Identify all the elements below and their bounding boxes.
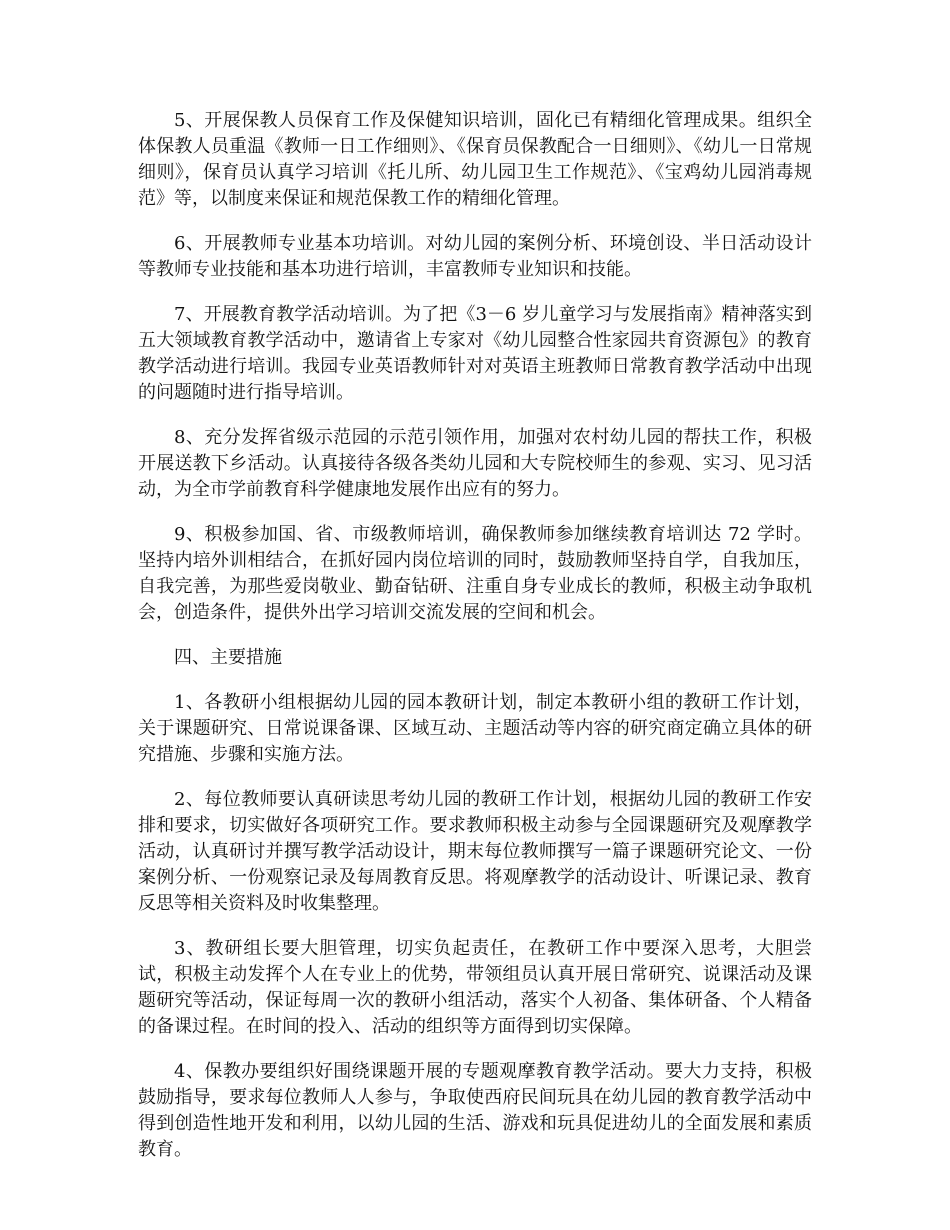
measure-item-1: 1、各教研小组根据幼儿园的园本教研计划，制定本教研小组的教研工作计划，关于课题研究、日常说课备课、区域互动、主题活动等内容的研究商定确立具体的研究措施、步骤和实施方法。 bbox=[138, 692, 812, 765]
section-heading: 四、主要措施 bbox=[174, 647, 282, 668]
measure-item-3: 3、教研组长要大胆管理，切实负起责任，在教研工作中要深入思考，大胆尝试，积极主动发挥个人在专业上的优势，带领组员认真开展日常研究、说课活动及课题研究等活动，保证每周一次的教研小组活动，落实个人初备、集体研备、个人精备的备课过程。在时间的投入、活动的组织等方面得到切实保障。 bbox=[138, 938, 812, 1037]
paragraph-item-9: 9、积极参加国、省、市级教师培训，确保教师参加继续教育培训达 72 学时。坚持内培外训相结合，在抓好园内岗位培训的同时，鼓励教师坚持自学，自我加压，自我完善，为那些爱岗敬业、勤奋钻研、注重自身专业成长的教师，积极主动争取机会，创造条件，提供外出学习培训交流发展的空间和机会。 bbox=[138, 524, 812, 623]
paragraph-item-5: 5、开展保教人员保育工作及保健知识培训，固化已有精细化管理成果。组织全体保教人员重温《教师一日工作细则》、《保育员保教配合一日细则》、《幼儿一日常规细则》，保育员认真学习培训《托儿所、幼儿园卫生工作规范》、《宝鸡幼儿园消毒规范》等，以制度来保证和规范保教工作的精细化管理。 bbox=[138, 110, 812, 209]
paragraph-item-6: 6、开展教师专业基本功培训。对幼儿园的案例分析、环境创设、半日活动设计等教师专业技能和基本功进行培训，丰富教师专业知识和技能。 bbox=[138, 233, 812, 280]
paragraph-item-8: 8、充分发挥省级示范园的示范引领作用，加强对农村幼儿园的帮扶工作，积极开展送教下乡活动。认真接待各级各类幼儿园和大专院校师生的参观、实习、见习活动，为全市学前教育科学健康地发展作出应有的努力。 bbox=[138, 427, 812, 500]
measure-item-2: 2、每位教师要认真研读思考幼儿园的教研工作计划，根据幼儿园的教研工作安排和要求，切实做好各项研究工作。要求教师积极主动参与全园课题研究及观摩教学活动，认真研讨并撰写教学活动设计，期末每位教师撰写一篇子课题研究论文、一份案例分析、一份观察记录及每周教育反思。将观摩教学的活动设计、听课记录、教育反思等相关资料及时收集整理。 bbox=[138, 789, 812, 914]
paragraph-item-7: 7、开展教育教学活动培训。为了把《3－6 岁儿童学习与发展指南》精神落实到五大领域教育教学活动中，邀请省上专家对《幼儿园整合性家园共育资源包》的教育教学活动进行培训。我园专业英语教师针对对英语主班教师日常教育教学活动中出现的问题随时进行指导培训。 bbox=[138, 304, 812, 403]
measure-item-4: 4、保教办要组织好围绕课题开展的专题观摩教育教学活动。要大力支持，积极鼓励指导，要求每位教师人人参与，争取使西府民间玩具在幼儿园的教育教学活动中得到创造性地开发和利用，以幼儿园的生活、游戏和玩具促进幼儿的全面发展和素质教育。 bbox=[138, 1061, 812, 1160]
